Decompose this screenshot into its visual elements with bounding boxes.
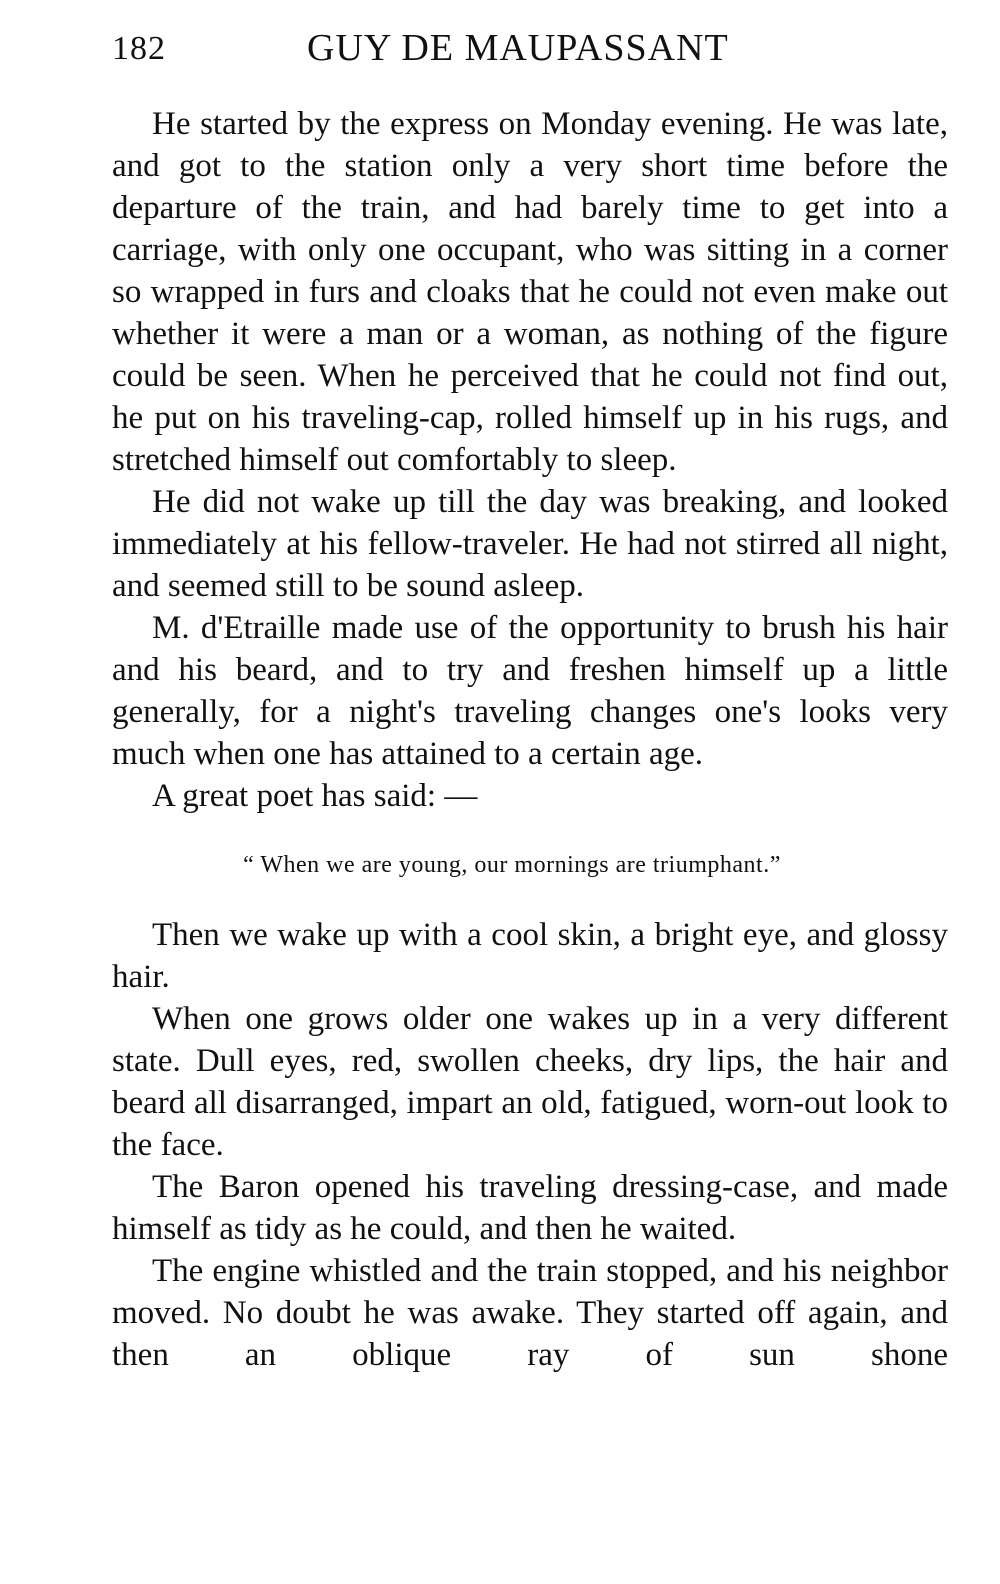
paragraph-grooming: M. d'Etraille made use of the opportunity to brush his hair and his beard, and to try and freshen himself up a little generally, for a night's traveling changes one's looks very much when one has attained to a certain age.: [112, 610, 948, 772]
paragraph-youth: Then we wake up with a cool skin, a bright eye, and glossy hair.: [112, 917, 948, 995]
paragraph-train-stop: The engine whistled and the train stopped, and his neighbor moved. No doubt he was awake. They started off again, and then an oblique ray of sun shone: [112, 1253, 948, 1373]
verse-quote: “ When we are young, our mornings are triumphant.”: [243, 852, 781, 878]
page-number: 182: [112, 30, 166, 67]
book-title: GUY DE MAUPASSANT: [307, 27, 729, 69]
paragraph-departure: He started by the express on Monday evening. He was late, and got to the station only a very short time before the departure of the train, and had barely time to get into a carriage, with only one occupant, who was sitting in a corner so wrapped in furs and cloaks that he could not even make out whether it were a man or a woman, as nothing of the figure could be seen. When he perceived that he could not find out, he put on his traveling-cap, rolled himself up in his rugs, and stretched himself out comfortably to sleep.: [112, 106, 948, 478]
body-text: [112, 103, 948, 1376]
paragraph-baron: The Baron opened his traveling dressing-case, and made himself as tidy as he could, and then he waited.: [112, 1169, 948, 1247]
paragraph-age: When one grows older one wakes up in a very different state. Dull eyes, red, swollen cheeks, dry lips, the hair and beard all disarranged, impart an old, fatigued, worn-out look to the face.: [112, 1001, 948, 1163]
paragraph-waking: He did not wake up till the day was breaking, and looked immediately at his fellow-traveler. He had not stirred all night, and seemed still to be sound asleep.: [112, 484, 948, 604]
paragraph-poet: A great poet has said: —: [152, 778, 478, 814]
running-head: [112, 26, 948, 76]
